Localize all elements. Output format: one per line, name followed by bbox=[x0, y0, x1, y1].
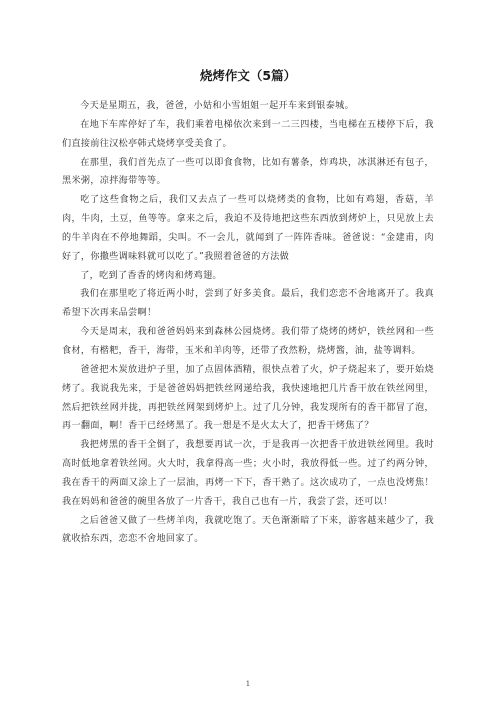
paragraph: 在那里，我们首先点了一些可以即食食物，比如有薯条，炸鸡块，冰淇淋还有包子，黑米粥，凉拌海带等等。 bbox=[62, 157, 434, 187]
paragraph: 爸爸把木炭放进炉子里，加了点固体酒精，很快点着了火，炉子烧起来了，要开始烧烤了。我说我先来，于是爸爸妈妈把铁丝网递给我，我快速地把几片香干放在铁丝网里，然后把铁丝网并拢，再把铁丝网架到烤炉上。过了几分钟，我发现所有的香干都冒了泡，再一翻面，啊！香干已经烤黑了。我一想是不是火太大了，把香干烤焦了？ bbox=[62, 364, 434, 432]
paragraph: 之后爸爸又做了一些烤羊肉，我就吃饱了。天色渐渐暗了下来，游客越来越少了，我就收拾东西，恋恋不舍地回家了。 bbox=[62, 515, 434, 545]
paragraph: 今天是周末，我和爸爸妈妈来到森林公园烧烤。我们带了烧烤的烤炉，铁丝网和一些食材，有楷粑，香干，海带，玉米和羊肉等，还带了孜然粉，烧烤酱，油，盐等调料。 bbox=[62, 327, 434, 356]
document-body bbox=[62, 97, 434, 549]
paragraph: 在地下车库停好了车，我们乘着电梯依次来到一二三四楼，当电梯在五楼停下后，我们直接前往汉松亭韩式烧烤享受美食了。 bbox=[62, 119, 434, 149]
paragraph: 我把烤黑的香干全倒了，我想要再试一次，于是我再一次把香干放进铁丝网里。我时高时低地拿着铁丝网。火大时，我拿得高一些；火小时，我放得低一些。过了约两分钟，我在香干的两面又涂上了一层油，再烤一下下，香干熟了。这次成功了，一点也没烤焦！我在妈妈和爸爸的碗里各放了一片香干，我自己也有一片，我尝了尝，还可以！ bbox=[62, 440, 434, 507]
page-number: 1 bbox=[245, 680, 251, 688]
paragraph: 吃了这些食物之后，我们又去点了一些可以烧烤类的食物，比如有鸡翅，香菇，羊肉，牛肉，土豆，鱼等等。拿来之后，我迫不及待地把这些东西放到烤炉上，只见放上去的牛羊肉在不停地舞蹈，尖叫。不一会儿，就闻到了一阵阵香味。爸爸说：“金建甫，肉好了，你撒些调味料就可以吃了。”我照着爸爸的方法做 bbox=[62, 195, 434, 262]
document-title: 烧烤作文（5篇） bbox=[199, 68, 297, 83]
paragraph: 了，吃到了香香的烤肉和烤鸡翅。 bbox=[80, 270, 222, 281]
paragraph: 今天是星期五，我，爸爸，小姑和小雪姐姐一起开车来到银泰城。 bbox=[80, 101, 355, 111]
paragraph: 我们在那里吃了将近两小时，尝到了好多美食。最后，我们恋恋不舍地离开了。我真希望下次再来品尝啊！ bbox=[62, 289, 434, 319]
